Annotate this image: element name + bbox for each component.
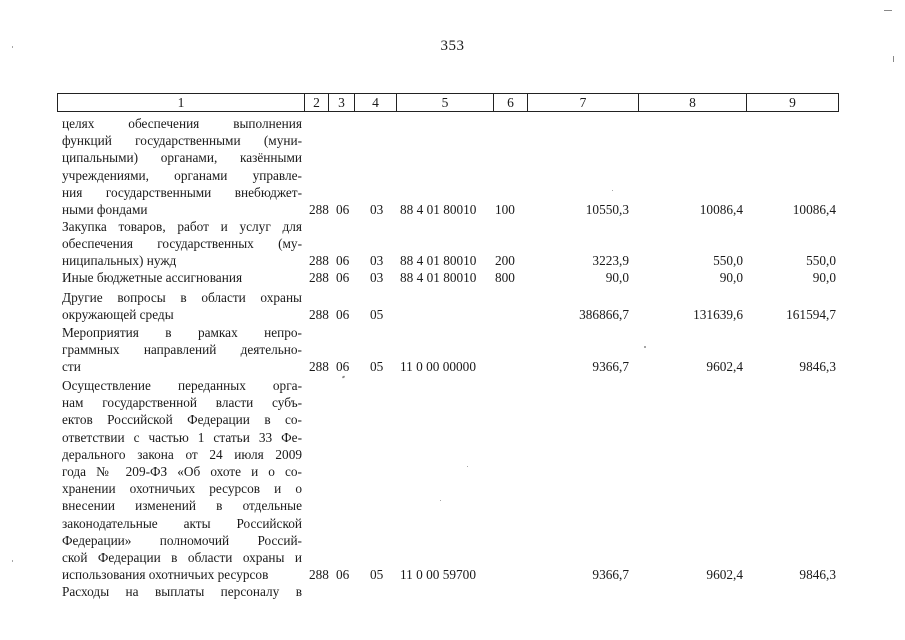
cell-amount-9: 550,0 [806, 253, 836, 268]
cell-amount-7: 90,0 [605, 270, 629, 285]
cell-subsection: 03 [370, 202, 384, 217]
description-line: Осуществление переданных орга- [62, 378, 302, 393]
cell-amount-9: 9846,3 [799, 567, 836, 582]
row-description [62, 377, 302, 583]
cell-amount-9: 90,0 [812, 270, 836, 285]
cell-amount-7: 9366,7 [592, 567, 629, 582]
description-line: Расходы на выплаты персоналу в [62, 584, 302, 599]
header-col-3: 3 [328, 94, 354, 111]
cell-amount-8: 10086,4 [699, 202, 743, 217]
description-line: хранении охотничьих ресурсов и о [62, 481, 302, 497]
description-line: окружающей среды [62, 307, 174, 323]
scan-speck [467, 466, 468, 467]
cell-section: 06 [336, 359, 350, 374]
header-col-5: 5 [396, 94, 493, 111]
header-col-8: 8 [638, 94, 746, 111]
row-description [62, 324, 302, 376]
row-description [62, 269, 302, 286]
cell-section: 06 [336, 307, 350, 322]
cell-subsection: 03 [370, 253, 384, 268]
cell-subsection: 05 [370, 567, 384, 582]
description-line: целях обеспечения выполнения [62, 116, 302, 131]
cell-expense-type: 100 [495, 202, 515, 217]
description-line: законодательные акты Российской [62, 515, 302, 531]
header-col-6: 6 [493, 94, 527, 111]
cell-section: 06 [336, 253, 350, 268]
description-line: дерального закона от 24 июля 2009 [62, 446, 302, 462]
cell-amount-8: 9602,4 [706, 359, 743, 374]
cell-amount-9: 161594,7 [786, 307, 836, 322]
cell-target-article: 11 0 00 00000 [400, 359, 476, 374]
cell-amount-7: 10550,3 [585, 202, 629, 217]
description-line: ниципальных) нужд [62, 253, 177, 269]
cell-expense-type: 800 [495, 270, 515, 285]
header-col-7: 7 [527, 94, 638, 111]
scan-speck [884, 10, 892, 11]
cell-expense-type: 200 [495, 253, 515, 268]
scan-speck [893, 56, 894, 62]
description-line: Мероприятия в рамках непро- [62, 325, 302, 340]
description-line: ными фондами [62, 202, 148, 218]
cell-admin-code: 288 [309, 307, 329, 322]
page-number: 353 [440, 38, 465, 54]
cell-amount-7: 9366,7 [592, 359, 629, 374]
cell-amount-8: 9602,4 [706, 567, 743, 582]
cell-amount-9: 10086,4 [792, 202, 836, 217]
cell-amount-8: 550,0 [713, 253, 743, 268]
header-col-1: 1 [177, 95, 185, 110]
cell-subsection: 05 [370, 307, 384, 322]
scan-speck [644, 346, 646, 348]
cell-section: 06 [336, 202, 350, 217]
description-line: обеспечения государственных (му- [62, 236, 302, 252]
cell-amount-8: 131639,6 [693, 307, 743, 322]
description-line: функций государственными (муни- [62, 133, 302, 149]
row-description [62, 289, 302, 323]
description-line: нам государственной власти субъ- [62, 395, 302, 411]
cell-subsection: 03 [370, 270, 384, 285]
cell-target-article: 88 4 01 80010 [400, 253, 477, 268]
description-line: использования охотничьих ресурсов [62, 567, 269, 583]
scan-speck [612, 190, 613, 191]
scan-speck [12, 560, 13, 562]
cell-amount-7: 3223,9 [592, 253, 629, 268]
scan-speck [342, 375, 346, 378]
cell-amount-9: 9846,3 [799, 359, 836, 374]
cell-section: 06 [336, 567, 350, 582]
description-line: Другие вопросы в области охраны [62, 290, 302, 305]
row-description [62, 583, 302, 600]
header-col-2: 2 [304, 94, 328, 111]
cell-admin-code: 288 [309, 253, 329, 268]
header-col-4: 4 [354, 94, 396, 111]
description-line: ответствии с частью 1 статьи 33 Фе- [62, 429, 302, 445]
cell-admin-code: 288 [309, 202, 329, 217]
cell-admin-code: 288 [309, 270, 329, 285]
cell-subsection: 05 [370, 359, 384, 374]
row-description [62, 218, 302, 270]
description-line: ципальными) органами, казёнными [62, 150, 302, 166]
cell-amount-8: 90,0 [719, 270, 743, 285]
description-line: ской Федерации в области охраны и [62, 550, 302, 566]
description-line: Федерации» полномочий Россий- [62, 532, 302, 548]
cell-section: 06 [336, 270, 350, 285]
cell-amount-7: 386866,7 [579, 307, 629, 322]
description-line: ния государственными внебюджет- [62, 184, 302, 200]
description-line: Закупка товаров, работ и услуг для [62, 219, 302, 234]
description-line: граммных направлений деятельно- [62, 342, 302, 358]
description-line: Иные бюджетные ассигнования [62, 270, 243, 285]
description-line: учреждениями, органами управле- [62, 167, 302, 183]
cell-admin-code: 288 [309, 567, 329, 582]
row-description [62, 115, 302, 218]
description-line: внесении изменений в отдельные [62, 498, 302, 514]
cell-target-article: 88 4 01 80010 [400, 202, 477, 217]
cell-target-article: 88 4 01 80010 [400, 270, 477, 285]
description-line: ектов Российской Федерации в со- [62, 412, 302, 428]
description-line: года № 209-ФЗ «Об охоте и о со- [62, 464, 302, 480]
header-col-9: 9 [746, 94, 838, 111]
cell-target-article: 11 0 00 59700 [400, 567, 476, 582]
scan-speck [12, 46, 13, 48]
scan-speck [440, 500, 441, 501]
description-line: сти [62, 359, 81, 375]
cell-admin-code: 288 [309, 359, 329, 374]
table-header-row [57, 93, 839, 112]
